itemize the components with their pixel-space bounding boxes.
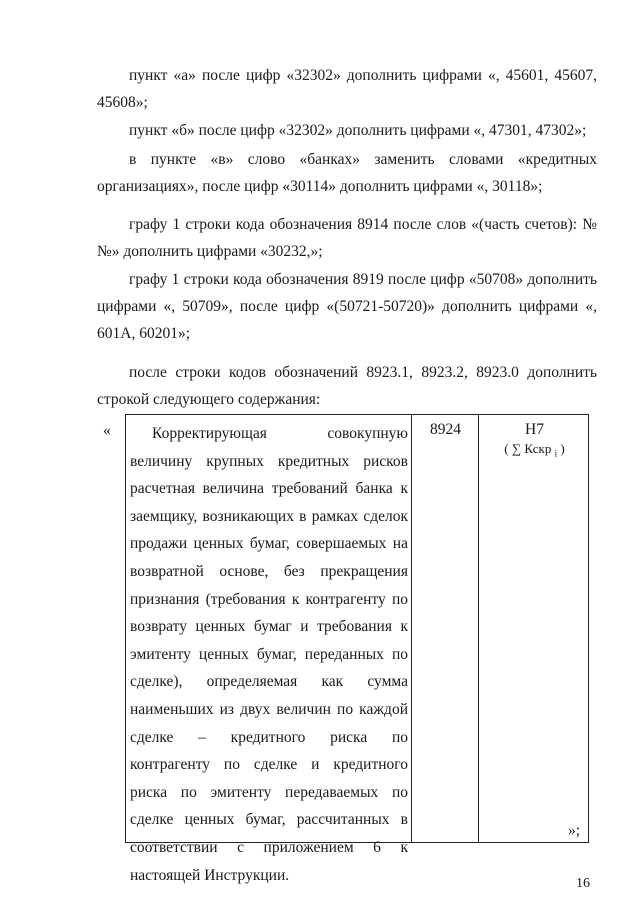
description-cell [126,415,412,884]
paragraph-new-row-intro: после строки кодов обозначений 8923.1, 8923.2, 8923.0 дополнить строкой следующего содержания: [97,364,597,408]
formula-subscript: i [554,448,558,459]
page-number: 16 [576,876,590,891]
code-value: 8924 [430,421,461,438]
inserted-row-table [125,414,589,884]
norm-formula [479,440,590,463]
formula-close-paren: ) [560,441,565,456]
paragraph-code-8919: графу 1 строки кода обозначения 8919 после цифр «50708» дополнить цифрами «, 50709», после цифр «(50721-50720)» дополнить цифрами «, 601А, 60201»; [97,271,597,342]
paragraph-code-8914: графу 1 строки кода обозначения 8914 после слов «(часть счетов): № №» дополнить цифрами «30232,»; [97,216,597,260]
sum-symbol: ∑ [511,441,522,456]
norm-cell [479,415,590,842]
description-text: Корректирующая совокупную величину крупных кредитных рисков расчетная величина требований банка к заемщику, возникающих в рамках сделок продажи ценных бумаг, совершаемых на возвратной основе, без прекращения признания (требования к контрагенту по возврату ценных бумаг и требования к эмитенту ценных бумаг, переданных по сделке), определяемая как сумма наименьших из двух величин по каждой сделке – кредитного риска по контрагенту по сделке и кредитного риска по эмитенту передаваемых по сделке ценных бумаг, рассчитанных в соответствии с приложением 6 к настоящей Инструкции. [130,425,408,884]
formula-variable: Кскр [524,441,552,456]
paragraph-item-a: пункт «а» после цифр «32302» дополнить цифрами «, 45601, 45607, 45608»; [97,67,597,111]
paragraph-item-b: пункт «б» после цифр «32302» дополнить цифрами «, 47301, 47302»; [129,122,587,139]
paragraph-item-v: в пункте «в» слово «банках» заменить словами «кредитных организациях», после цифр «30114» дополнить цифрами «, 30118»; [97,151,597,195]
formula-open-paren: ( [504,441,509,456]
code-cell [412,415,479,842]
table-close-quote: »; [568,822,581,839]
table-open-quote: « [103,422,111,439]
norm-value: Н7 [525,421,544,438]
